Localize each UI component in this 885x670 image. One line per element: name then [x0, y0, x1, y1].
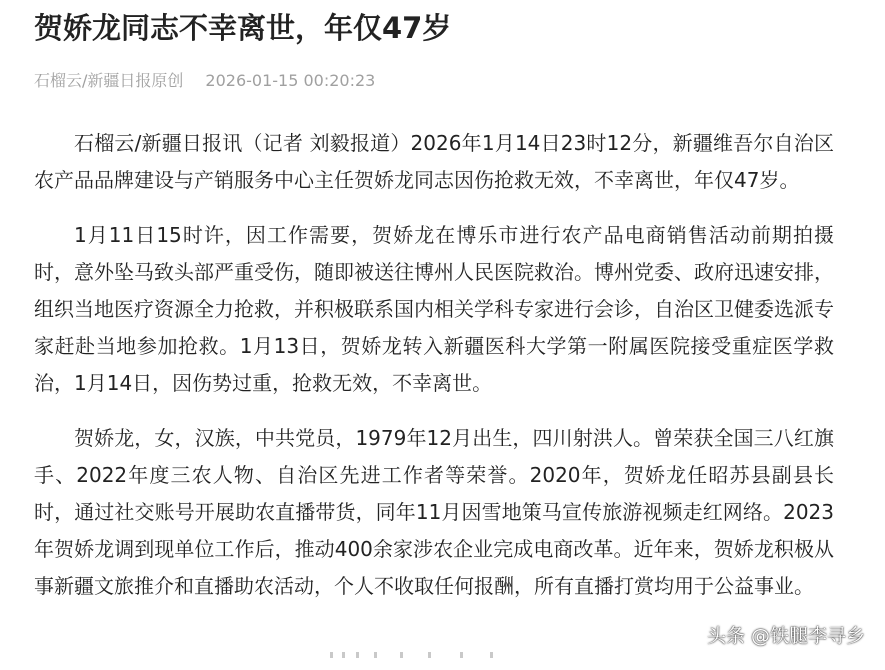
- scroll-mark: [330, 652, 333, 658]
- article-title: 贺娇龙同志不幸离世，年仅47岁: [34, 11, 452, 45]
- faint-scroll-marks: [330, 652, 530, 658]
- article-body: [34, 125, 834, 623]
- article-paragraph: 贺娇龙，女，汉族，中共党员，1979年12月出生，四川射洪人。曾荣获全国三八红旗手、2022年度三农人物、自治区先进工作者等荣誉。2020年，贺娇龙任昭苏县副县长时，通过社交账号开展助农直播带货，同年11月因雪地策马宣传旅游视频走红网络。2023年贺娇龙调到现单位工作后，推动400余家涉农企业完成电商改革。近年来，贺娇龙积极从事新疆文旅推介和直播助农活动，个人不收取任何报酬，所有直播打赏均用于公益事业。: [34, 426, 834, 598]
- article-source[interactable]: 石榴云/新疆日报原创: [34, 71, 184, 90]
- toutiao-watermark: 头条 @铁腿李寻乡: [706, 625, 865, 647]
- scroll-mark: [400, 652, 403, 658]
- scroll-mark: [374, 652, 377, 658]
- scroll-mark: [428, 652, 431, 658]
- article-paragraph: 1月11日15时许，因工作需要，贺娇龙在博乐市进行农产品电商销售活动前期拍摄时，意外坠马致头部严重受伤，随即被送往博州人民医院救治。博州党委、政府迅速安排，组织当地医疗资源全力抢救，并积极联系国内相关学科专家进行会诊，自治区卫健委选派专家赶赴当地参加抢救。1月13日，贺娇龙转入新疆医科大学第一附属医院接受重症医学救治，1月14日，因伤势过重，抢救无效，不幸离世。: [34, 223, 834, 395]
- scroll-mark: [342, 652, 345, 658]
- scroll-mark: [490, 652, 493, 658]
- scroll-mark: [460, 652, 463, 658]
- article-meta: [34, 70, 375, 92]
- article-paragraph: 石榴云/新疆日报讯（记者 刘毅报道）2026年1月14日23时12分，新疆维吾尔自治区农产品品牌建设与产销服务中心主任贺娇龙同志因伤抢救无效，不幸离世，年仅47岁。: [34, 131, 834, 192]
- scroll-mark: [356, 652, 359, 658]
- article-timestamp: 2026-01-15 00:20:23: [205, 71, 376, 90]
